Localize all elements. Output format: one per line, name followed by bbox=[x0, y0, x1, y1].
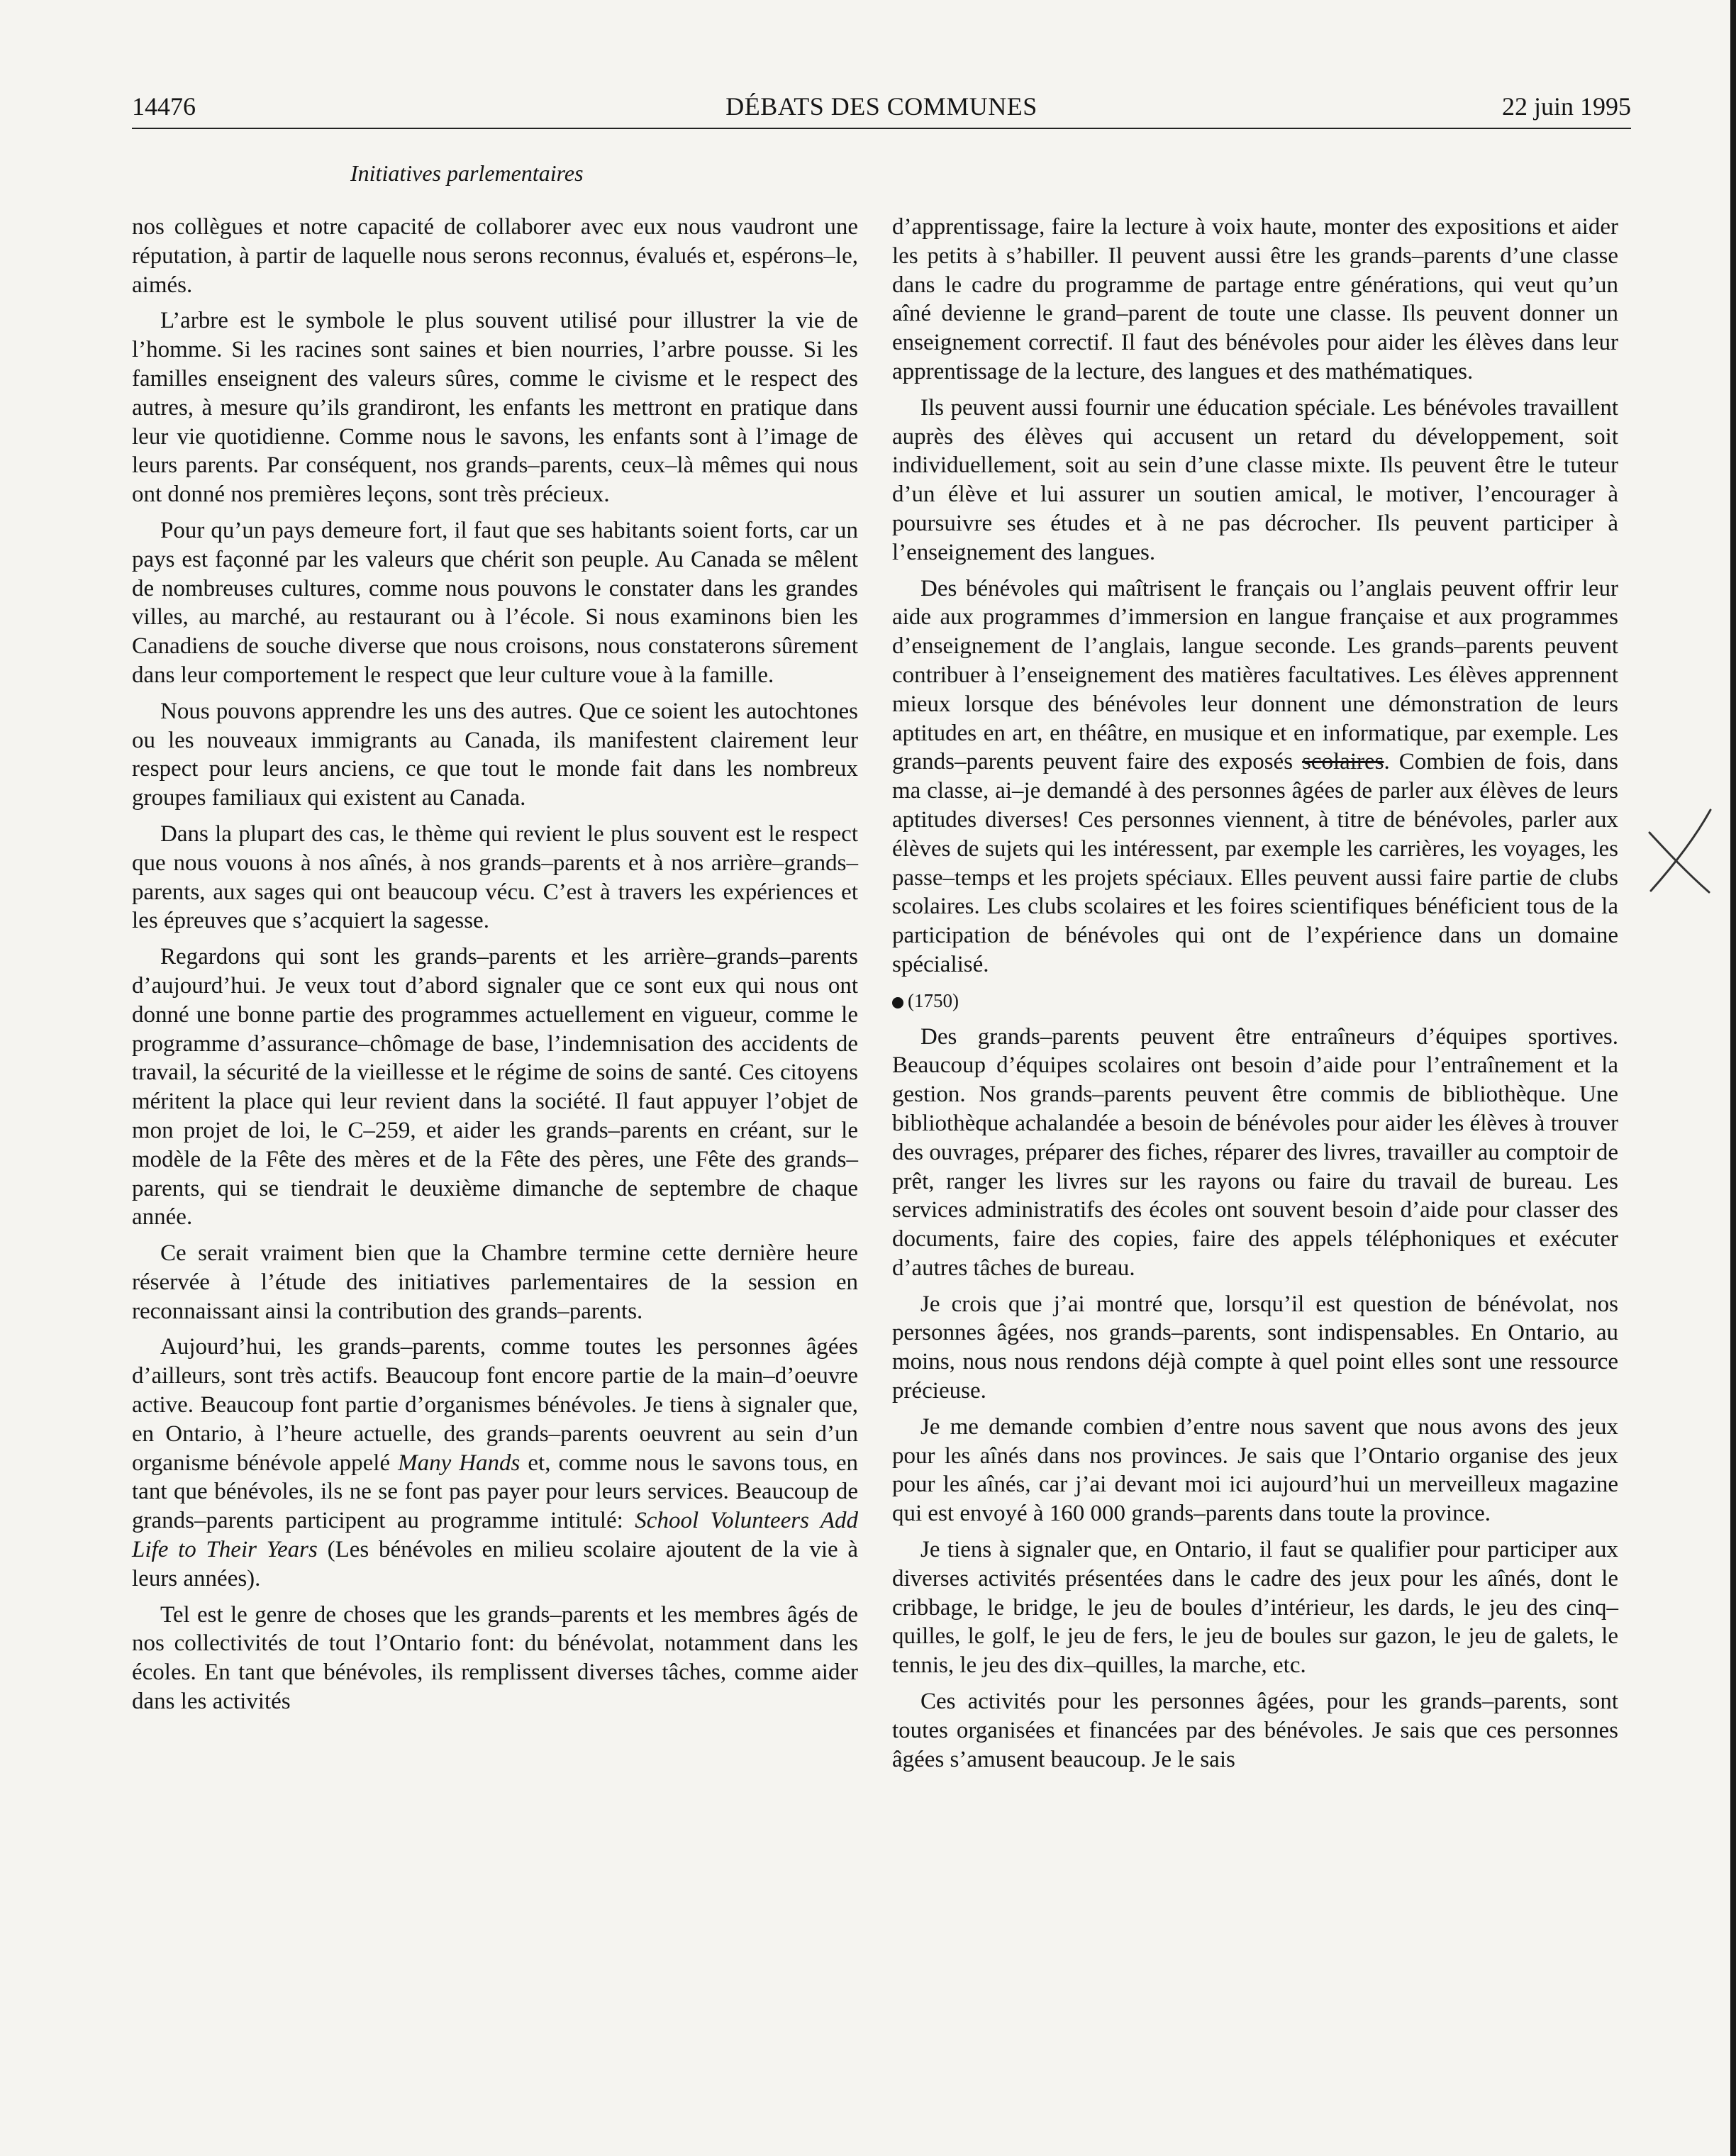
text-run: Aujourd’hui, les grands–parents, comme toutes les personnes âgées d’ailleurs, sont très actifs. Beaucoup font encore partie de la main–d’oeuvre active. Beaucoup font partie d’organismes bénévoles. Je tiens à signaler que, en Ontario, à l’heure actuelle, des grands–parents oeuvrent au sein d’un organisme bénévole appelé bbox=[132, 1334, 858, 1476]
bullet-icon bbox=[892, 997, 903, 1008]
paragraph: Pour qu’un pays demeure fort, il faut que ses habitants soient forts, car un pays est façonné par les valeurs que chérit son peuple. Au Canada se mêlent de nombreuses cultures, comme nous pouvons le constater dans les grandes villes, au marché, au restaurant ou à l’école. Si nous examinons bien les Canadiens de souche diverse que nous croisons, nous constaterons sûrement dans leur comportement le respect que leur culture voue à la famille. bbox=[132, 517, 858, 688]
paragraph: nos collègues et notre capacité de collaborer avec eux nous vaudront une réputation, à partir de laquelle nous serons reconnus, évalués et, espérons–le, aimés. bbox=[132, 214, 858, 298]
paragraph: Regardons qui sont les grands–parents et les arrière–grands–parents d’aujourd’hui. Je veux tout d’abord signaler que ce sont eux qui nous ont donné une bonne partie des programmes actuellement en vigueur, comme le programme d’assurance–chômage de base, l’indemnisation des accidents de travail, la sécurité de la vieillesse et le régime de soins de santé. Ces citoyens méritent la place qui leur revient dans la société. Il faut appuyer l’objet de mon projet de loi, le C–259, et aider les grands–parents en créant, sur le modèle de la Fête des mères et de la Fête des pères, une Fête des grands–parents, qui se tiendrait le deuxième dimanche de septembre de chaque année. bbox=[132, 944, 858, 1230]
paragraph: d’apprentissage, faire la lecture à voix haute, monter des expositions et aider les petits à s’habiller. Il peuvent aussi être les grands–parents d’une classe dans le cadre du programme de partage entre générations, qui veut qu’un aîné devienne le grand–parent de toute une classe. Ils peuvent donner un enseignement correctif. Il faut des bénévoles pour aider les élèves dans leur apprentissage de la lecture, des langues et des mathématiques. bbox=[892, 214, 1618, 384]
publication-title: DÉBATS DES COMMUNES bbox=[725, 92, 1037, 121]
paragraph: Ces activités pour les personnes âgées, pour les grands–parents, sont toutes organisées et financées par des bénévoles. Je sais que ces personnes âgées s’amusent beaucoup. Je le sais bbox=[892, 1689, 1618, 1772]
page-number: 14476 bbox=[132, 92, 196, 121]
left-column bbox=[132, 213, 858, 1716]
text-run: (Les bénévoles en milieu scolaire ajoutent de la vie à leurs années). bbox=[132, 1537, 859, 1591]
paragraph: L’arbre est le symbole le plus souvent utilisé pour illustrer la vie de l’homme. Si les racines sont saines et bien nourries, l’arbre pousse. Si les familles enseignent des valeurs sûres, comme le civisme et le respect des autres, à mesure qu’ils grandiront, les enfants les mettront en pratique dans leur vie quotidienne. Comme nous le savons, les enfants sont à l’image de leurs parents. Par conséquent, nos grands–parents, ceux–là mêmes qui nous ont donné nos premières leçons, sont très précieux. bbox=[132, 308, 858, 508]
publication-date: 22 juin 1995 bbox=[1501, 92, 1631, 121]
paragraph: Je me demande combien d’entre nous savent que nous avons des jeux pour les aînés dans nos provinces. Je sais que l’Ontario organise des jeux pour les aînés, car j’ai devant moi ici aujourd’hui un merveilleux magazine qui est envoyé à 160 000 grands–parents dans toute la province. bbox=[892, 1413, 1618, 1527]
text-run: . Combien de fois, dans ma classe, ai–je demandé à des personnes âgées de parler aux élèves de leurs aptitudes diverses! Ces personnes viennent, à titre de bénévoles, parler aux élèves de sujets qui les intéressent, par exemple les carrières, les voyages, les passe–temps et les projets spéciaux. Elles peuvent aussi faire partie de clubs scolaires. Les clubs scolaires et les foires scientifiques bénéficient tous de la participation de bénévoles qui ont de l’expérience dans un domaine spécialisé. bbox=[892, 749, 1618, 977]
paragraph bbox=[132, 1333, 858, 1593]
paragraph: Dans la plupart des cas, le thème qui revient le plus souvent est le respect que nous vouons à nos aînés, à nos grands–parents et à nos arrière–grands–parents, aux sages qui ont beaucoup vécu. C’est à travers les expériences et les épreuves que s’acquiert la sagesse. bbox=[132, 821, 858, 934]
text-run: et, comme nous le savons tous, en tant que bénévoles, ils ne se font pas payer pour leurs services. Beaucoup de grands–parents participent au programme intitulé: bbox=[132, 1450, 858, 1534]
paragraph: Ils peuvent aussi fournir une éducation spéciale. Les bénévoles travaillent auprès des élèves qui accusent un retard du développement, soit individuellement, soit au sein d’une classe mixte. Ils peuvent être le tuteur d’un élève et lui assurer un soutien amical, le motiver, l’encourager à poursuivre ses études et à ne pas décrocher. Ils peuvent participer à l’enseignement des langues. bbox=[892, 394, 1618, 565]
time-marker bbox=[892, 987, 1618, 1016]
paragraph: Des grands–parents peuvent être entraîneurs d’équipes sportives. Beaucoup d’équipes scolaires ont besoin d’aide pour l’entraînement et la gestion. Nos grands–parents peuvent être commis de bibliothèque. Une bibliothèque achalandée a besoin de bénévoles pour aider les élèves à trouver des ouvrages, préparer des fiches, réparer des livres, travailler au comptoir de prêt, ranger les livres sur les rayons ou faire du travail de bureau. Les services administratifs des écoles ont souvent besoin d’aide pour classer des documents, faire des copies, faire des appels téléphoniques et exécuter d’autres tâches de bureau. bbox=[892, 1023, 1618, 1281]
right-column bbox=[892, 213, 1618, 1774]
scan-edge bbox=[1730, 0, 1736, 2156]
paragraph: Je tiens à signaler que, en Ontario, il faut se qualifier pour participer aux diverses activités présentées dans le cadre des jeux pour les aînés, dont le cribbage, le bridge, le jeu de boules d’intérieur, les dards, le jeu des cinq–quilles, le golf, le jeu de fers, le jeu de boules sur gazon, le jeu de galets, le tennis, le jeu des dix–quilles, la marche, etc. bbox=[892, 1537, 1618, 1679]
paragraph: Je crois que j’ai montré que, lorsqu’il est question de bénévolat, nos personnes âgées, nos grands–parents, sont indispensables. En Ontario, au moins, nous nous rendons déjà compte à quel point elles sont une ressource précieuse. bbox=[892, 1291, 1618, 1404]
organization-name: Many Hands bbox=[398, 1450, 521, 1476]
page-header bbox=[132, 85, 1631, 129]
program-title: School Volunteers Add Life to Their Years bbox=[132, 1508, 858, 1563]
paragraph bbox=[892, 574, 1618, 979]
text-run: Des bénévoles qui maîtrisent le français ou l’anglais peuvent offrir leur aide aux programmes d’immersion en langue française et aux programmes d’enseignement de l’anglais, langue seconde. Les grands–parents peuvent contribuer à l’enseignement des matières facultatives. Les élèves apprennent mieux lorsque des bénévoles leur donnent une démonstration de leurs aptitudes en art, en théâtre, en musique et en informatique, par exemple. Les grands–parents peuvent faire des exposés bbox=[892, 575, 1618, 775]
handwritten-cross-mark bbox=[1647, 807, 1713, 895]
paragraph: Nous pouvons apprendre les uns des autres. Que ce soient les autochtones ou les nouveaux immigrants au Canada, ils manifestent clairement leur respect pour leurs anciens, ce que tout le monde fait dans les nombreux groupes familiaux qui existent au Canada. bbox=[132, 698, 858, 811]
time-marker-label: (1750) bbox=[908, 989, 959, 1011]
struck-word: scolaires bbox=[1302, 749, 1384, 775]
paragraph: Ce serait vraiment bien que la Chambre termine cette dernière heure réservée à l’étude des initiatives parlementaires de la session en reconnaissant ainsi la contribution des grands–parents. bbox=[132, 1240, 858, 1324]
section-title: Initiatives parlementaires bbox=[350, 160, 584, 186]
paragraph: Tel est le genre de choses que les grands–parents et les membres âgés de nos collectivités de tout l’Ontario font: du bénévolat, notamment dans les écoles. En tant que bénévoles, ils remplissent diverses tâches, comme aider dans les activités bbox=[132, 1601, 858, 1715]
